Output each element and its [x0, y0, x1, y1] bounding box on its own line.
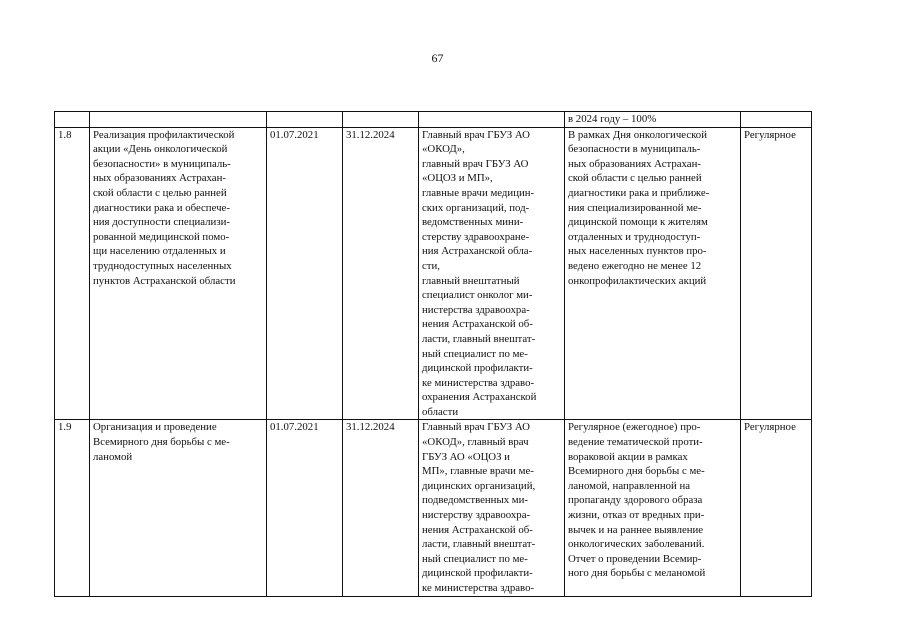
cell-responsible	[419, 112, 565, 128]
start-date-cell: 01.07.2021	[267, 420, 343, 596]
cell-measure	[90, 112, 267, 128]
table-row	[55, 420, 812, 596]
table-row-continuation	[55, 112, 812, 128]
row-number: 1.9	[55, 420, 90, 596]
cell-result: в 2024 году – 100%	[565, 112, 741, 128]
table-row	[55, 127, 812, 420]
periodicity-cell: Регулярное	[741, 127, 812, 420]
cell-end	[343, 112, 419, 128]
measure-cell: Организация и проведение Всемирного дня борьбы с ме- ланомой	[90, 420, 267, 596]
page-number: 67	[431, 51, 444, 65]
responsible-cell: Главный врач ГБУЗ АО «ОКОД», главный врач ГБУЗ АО «ОЦОЗ и МП», главные врачи медицин- ских организаций, под- ведомственных мини- стерству здравоохране- ния Астраханской обла- сти, главный внештатный специалист онколог ми- нистерства здравоохра- нения Астраханской об- ласти, главный внештат- ный специалист по ме- дицинской профилакти- ке министерства здраво- охранения Астраханской области	[419, 127, 565, 420]
row-number: 1.8	[55, 127, 90, 420]
periodicity-cell: Регулярное	[741, 420, 812, 596]
end-date-cell: 31.12.2024	[343, 127, 419, 420]
cell-start	[267, 112, 343, 128]
start-date-cell: 01.07.2021	[267, 127, 343, 420]
cell-num	[55, 112, 90, 128]
result-cell: В рамках Дня онкологической безопасности в муниципаль- ных образованиях Астрахан- ской области с целью ранней диагностики рака и приближе- ния специализированной ме- дицинской помощи к жителям отдаленных и труднодоступ- ных населенных пунктов про- ведено ежегодно не менее 12 онкопрофилактических акций	[565, 127, 741, 420]
responsible-cell: Главный врач ГБУЗ АО «ОКОД», главный врач ГБУЗ АО «ОЦОЗ и МП», главные врачи ме- дицинских организаций, подведомственных ми- нистерству здравоохра- нения Астраханской об- ласти, главный внештат- ный специалист по ме- дицинской профилакти- ке министерства здраво-	[419, 420, 565, 596]
cell-periodicity	[741, 112, 812, 128]
result-cell: Регулярное (ежегодное) про- ведение тематической проти- вораковой акции в рамках Всемирного дня борьбы с ме- ланомой, направленной на пропаганду здорового образа жизни, отказ от вредных при- вычек и на раннее выявление онкологических заболеваний. Отчет о проведении Всемир- ного дня борьбы с меланомой	[565, 420, 741, 596]
end-date-cell: 31.12.2024	[343, 420, 419, 596]
measures-table	[54, 111, 812, 597]
measure-cell: Реализация профилактической акции «День онкологической безопасности» в муниципаль- ных образованиях Астрахан- ской области с целью ранней диагностики рака и обеспече- ния доступности специализи- рованной медицинской помо- щи населению отдаленных и труднодоступных населенных пунктов Астраханской области	[90, 127, 267, 420]
